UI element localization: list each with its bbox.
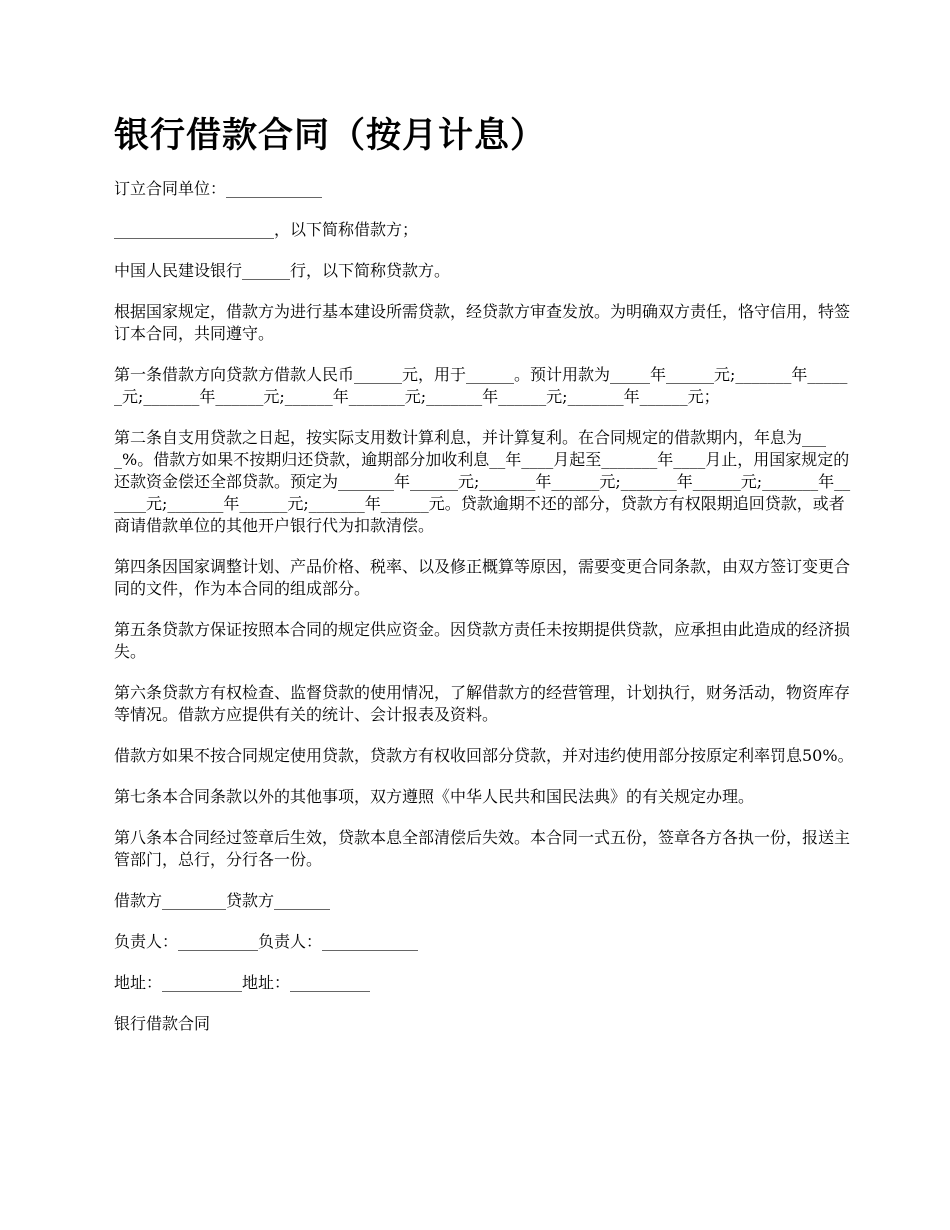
responsible-person-line: 负责人：__________负责人：____________ xyxy=(114,932,419,951)
article-5: 第五条贷款方保证按照本合同的规定供应资金。因贷款方责任未按期提供贷款，应承担由此造成的经济损失。 xyxy=(114,620,851,661)
article-2: 第二条自支用贷款之日起，按实际支用数计算利息，并计算复利。在合同规定的借款期内，年息为____%。借款方如果不按期归还贷款，逾期部分加收利息__年____月起至_______年____月止，用国家规定的还款资金偿还全部贷款。预定为_______年______元;_______年______元;_______年______元;_______年______元;_______年______元;_______年______元。贷款逾期不还的部分，贷款方有权限期追回贷款，或者商请借款单位的其他开户银行代为扣款清偿。 xyxy=(114,428,851,535)
article-6: 第六条贷款方有权检查、监督贷款的使用情况，了解借款方的经营管理，计划执行，财务活动，物资库存等情况。借款方应提供有关的统计、会计报表及资料。 xyxy=(114,683,851,724)
signature-parties-line: 借款方________贷款方_______ xyxy=(114,891,331,910)
article-8: 第八条本合同经过签章后生效，贷款本息全部清偿后失效。本合同一式五份，签章各方各执一份，报送主管部门，总行，分行各一份。 xyxy=(114,828,851,869)
document-title: 银行借款合同（按月计息） xyxy=(114,116,547,156)
borrower-line: ____________________，以下简称借款方； xyxy=(114,220,419,239)
address-line: 地址：__________地址：__________ xyxy=(114,973,371,992)
document-page xyxy=(114,112,854,1054)
article-7: 第七条本合同条款以外的其他事项，双方遵照《中华人民共和国民法典》的有关规定办理。 xyxy=(114,787,755,806)
preamble-paragraph: 根据国家规定，借款方为进行基本建设所需贷款，经贷款方审查发放。为明确双方责任，恪守信用，特签订本合同，共同遵守。 xyxy=(114,302,851,343)
article-1: 第一条借款方向贷款方借款人民币______元，用于______。预计用款为_____年______元;_______年______元;_______年______元;______年_______元;_______年______元;_______年______元； xyxy=(114,365,848,406)
penalty-paragraph: 借款方如果不按合同规定使用贷款，贷款方有权收回部分贷款，并对违约使用部分按原定利率罚息50%。 xyxy=(114,746,854,765)
contract-party-line: 订立合同单位：____________ xyxy=(114,179,323,198)
article-4: 第四条因国家调整计划、产品价格、税率、以及修正概算等原因，需要变更合同条款，由双方签订变更合同的文件，作为本合同的组成部分。 xyxy=(114,557,851,598)
footer-text: 银行借款合同 xyxy=(114,1014,211,1033)
lender-line: 中国人民建设银行______行，以下简称贷款方。 xyxy=(114,261,451,280)
